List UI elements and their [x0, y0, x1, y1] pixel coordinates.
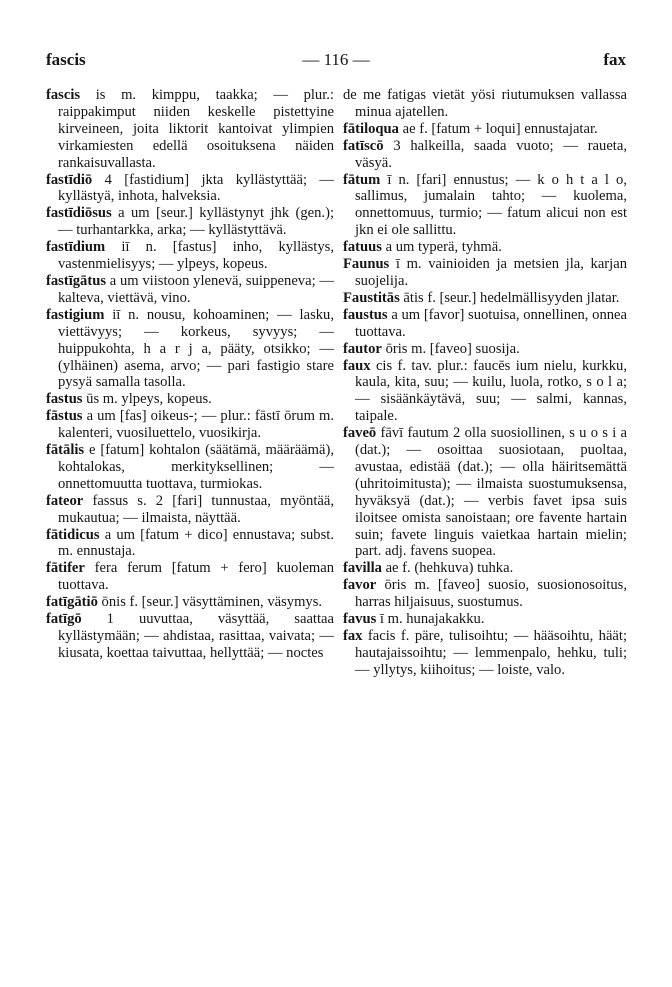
dictionary-entry [343, 121, 627, 138]
entry-definition: a um [favor] suotuisa, onnellinen, onnea tuottava. [355, 306, 627, 340]
dictionary-entry [343, 577, 627, 611]
entry-definition: cis f. tav. plur.: faucēs ium nielu, kurkku, kaula, kita, suu; — kuilu, luola, rotko, s o l a; — sisäänkäytävä, suu; — salmi, kannas, taipale. [355, 357, 627, 425]
entry-definition: is m. kimppu, taakka; — plur.: raippakimput niiden keskelle pistettyine kirveineen, joita liktorit kantoivat ylimpien virkamiesten edellä osoituksena näiden rankaisuvallasta. [58, 87, 334, 171]
entry-headword: faveō [343, 425, 377, 442]
entry-headword: fātālis [46, 442, 85, 459]
header-last-headword: fax [603, 50, 626, 69]
entry-headword: fateor [46, 492, 84, 509]
entry-definition: 1 uuvuttaa, väsyttää, saattaa kyllästymään; — ahdistaa, rasittaa, vaivata; — kiusata, koettaa taivuttaa, hellyttää; — noctes [58, 611, 334, 661]
entry-definition: ōnis f. [seur.] väsyttäminen, väsymys. [101, 594, 323, 611]
dictionary-entry [46, 611, 334, 662]
entry-definition: de me fatigas vietät yösi riutumuksen vallassa minua ajatellen. [343, 87, 627, 120]
entry-definition: ātis f. [seur.] hedelmällisyyden jlatar. [403, 289, 620, 306]
entry-headword: favus [343, 611, 377, 628]
dictionary-entry [343, 425, 627, 560]
entry-definition: 4 [fastidium] jkta kyllästyttää; — kyllästyä, inhota, halveksia. [58, 171, 334, 205]
entry-definition: a um [fatum + dico] ennustava; subst. m. ennustaja. [58, 526, 334, 560]
entry-headword: fastus [46, 391, 83, 408]
entry-headword: fātifer [46, 560, 85, 577]
entry-definition: ōris m. [faveo] suosio, suosionosoitus, harras hiljaisuus, suostumus. [355, 577, 627, 611]
entry-definition: fassus s. 2 [fari] tunnustaa, myöntää, mukautua; — ilmaista, näyttää. [58, 492, 334, 526]
entry-headword: fatuus [343, 239, 382, 256]
dictionary-entry [46, 594, 334, 611]
entry-definition: ī m. hunajakakku. [379, 611, 485, 628]
dictionary-entry [343, 560, 627, 577]
dictionary-entry [46, 560, 334, 594]
entry-headword: fastigium [46, 306, 105, 323]
entry-headword: faux [343, 357, 371, 374]
entry-definition: a um [seur.] kyllästynyt jhk (gen.); — turhantarkka, arka; — kyllästyttävä. [58, 205, 334, 239]
entry-definition: iī n. nousu, kohoaminen; — lasku, viettävyys; — korkeus, syvyys; — huippukohta, h a r j a, pääty, otsikko; — (ylhäinen) asema, arvo; — pari fastigio stare pysyä samalla tasolla. [58, 306, 334, 391]
entry-headword: fatīgō [46, 611, 82, 628]
dictionary-entry [46, 307, 334, 392]
entry-headword: fātidicus [46, 526, 100, 543]
dictionary-entry [343, 307, 627, 341]
dictionary-entry [343, 87, 627, 121]
dictionary-entry [343, 358, 627, 426]
entry-definition: facis f. päre, tulisoihtu; — hääsoihtu, häät; hautajaissoihtu; — lemmenpalo, hehku, tuli; — yllytys, kiihoitus; — loiste, valo. [355, 628, 628, 678]
entry-headword: fāstus [46, 408, 83, 425]
page-number: — 116 — [302, 50, 370, 69]
entry-definition: fāvī fautum 2 olla suosiollinen, s u o s i a (dat.); — osoittaa suosiotaan, puoltaa, avustaa, edistää (dat.); — olla häiritsemättä (uhritoimitusta); — ilmaista suostumuksensa, hyväksyä (dat.); — verbis favet ipsa suis iloitsee omista sanoistaan; ore favente hartain suin; favete linguis vaietkaa hartain mielin; part. adj. favens suopea. [355, 425, 627, 560]
entry-definition: ōris m. [faveo] suosija. [385, 340, 520, 357]
dictionary-entry [343, 138, 627, 172]
entry-headword: favilla [343, 560, 382, 577]
entry-headword: fastīdiōsus [46, 205, 112, 222]
dictionary-entry [46, 273, 334, 307]
entry-definition: 3 halkeilla, saada vuoto; — raueta, väsyä. [355, 137, 627, 171]
entry-definition: ae f. (hehkuva) tuhka. [385, 560, 514, 577]
dictionary-entry [46, 172, 334, 206]
dictionary-entry [343, 341, 627, 358]
entry-headword: Faustitās [343, 289, 400, 306]
dictionary-entry [343, 611, 627, 628]
dictionary-entry [343, 290, 627, 307]
entry-headword: fautor [343, 340, 382, 357]
entry-headword: fax [343, 628, 363, 644]
entry-definition: a um typerä, tyhmä. [385, 239, 502, 256]
entry-headword: fātiloqua [343, 120, 399, 137]
entry-headword: fastīdium [46, 239, 106, 256]
entry-headword: faustus [343, 306, 388, 323]
dictionary-entry [343, 239, 627, 256]
entry-headword: fatīscō [343, 137, 384, 154]
dictionary-entry [343, 172, 627, 240]
dictionary-entry [46, 442, 334, 493]
entry-headword: fascis [46, 87, 81, 103]
entry-definition: ae f. [fatum + loqui] ennustajatar. [402, 120, 598, 137]
entry-definition: iī n. [fastus] inho, kyllästys, vastenmielisyys; — ylpeys, kopeus. [58, 239, 334, 273]
entry-headword: favor [343, 577, 377, 594]
entry-headword: fātum [343, 171, 381, 188]
page-header [46, 50, 626, 76]
entry-definition: a um viistoon ylenevä, suippeneva; — kalteva, viettävä, vino. [58, 272, 334, 306]
entry-definition: a um [fas] oikeus-; — plur.: fāstī ōrum m. kalenteri, vuosiluettelo, vuosikirja. [58, 408, 334, 442]
dictionary-entry [46, 87, 334, 172]
entry-definition: ī n. [fari] ennustus; — k o h t a l o, sallimus, jumalain tahto; — kuolema, onnettomuus, turmio; — fatum alicui non est jkn ei ole sallittu. [355, 171, 627, 239]
dictionary-entry [343, 628, 627, 679]
right-column [343, 87, 627, 679]
dictionary-entry [46, 408, 334, 442]
dictionary-entry [46, 239, 334, 273]
dictionary-entry [46, 205, 334, 239]
entry-definition: e [fatum] kohtalon (säätämä, määräämä), kohtalokas, merkityksellinen; — onnettomuutta tuottava, turmiokas. [58, 442, 334, 492]
entry-headword: Faunus [343, 256, 390, 273]
dictionary-entry [46, 527, 334, 561]
header-first-headword: fascis [46, 50, 86, 69]
dictionary-entry [343, 256, 627, 290]
dictionary-entry [46, 391, 334, 408]
entry-headword: fatīgātiō [46, 594, 98, 611]
left-column [46, 87, 334, 662]
entry-definition: fera ferum [fatum + fero] kuoleman tuottava. [58, 560, 334, 594]
dictionary-entry [46, 493, 334, 527]
entry-definition: ī m. vainioiden ja metsien jla, karjan suojelija. [355, 256, 627, 289]
entry-headword: fastīdiō [46, 171, 93, 188]
entry-definition: ūs m. ylpeys, kopeus. [86, 391, 212, 408]
entry-headword: fastīgātus [46, 272, 106, 289]
